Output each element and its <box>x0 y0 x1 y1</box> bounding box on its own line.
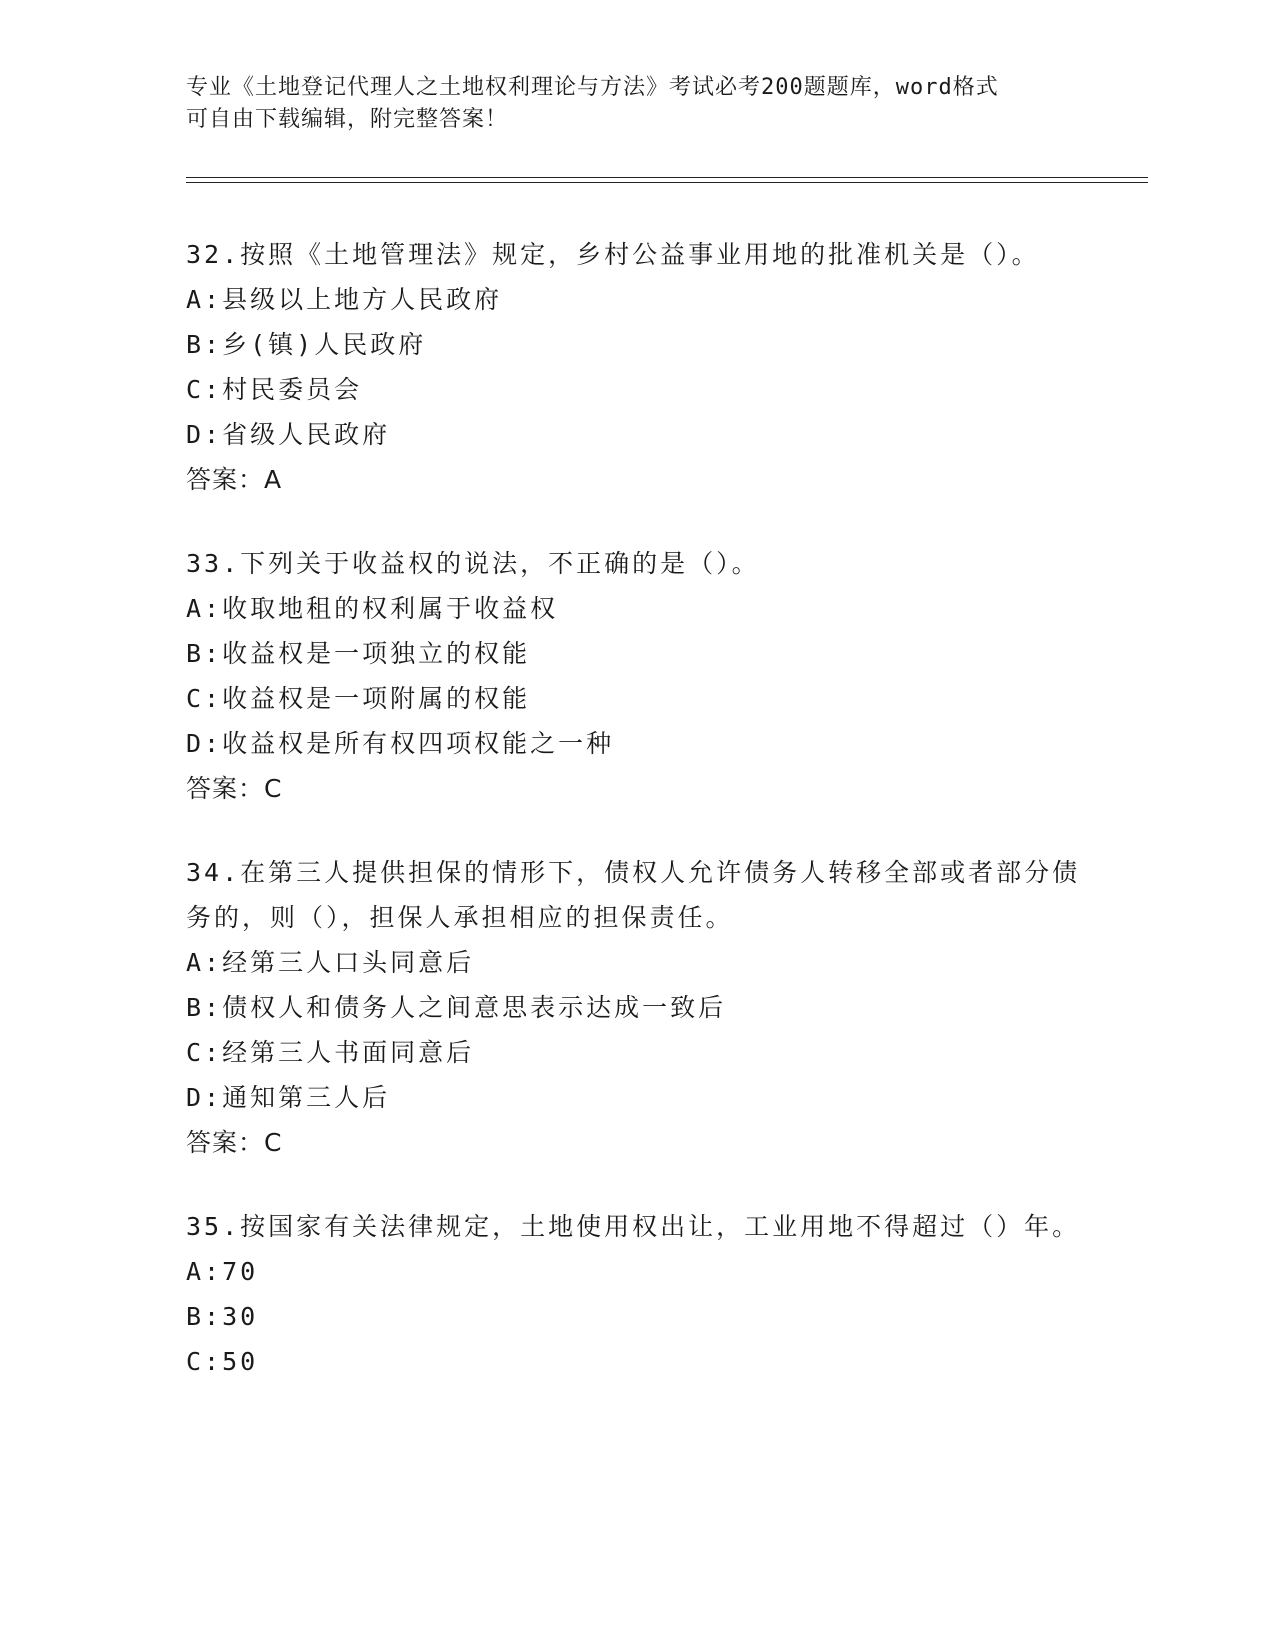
header-divider-top <box>186 177 1148 178</box>
option-c: C:村民委员会 <box>186 375 363 404</box>
question-list <box>186 232 1086 1423</box>
option-b: B:乡(镇)人民政府 <box>186 330 427 359</box>
answer: 答案：C <box>186 1128 283 1157</box>
option-c: C:经第三人书面同意后 <box>186 1038 475 1067</box>
question-stem: 32.按照《土地管理法》规定，乡村公益事业用地的批准机关是（）。 <box>186 240 1040 269</box>
option-d: D:省级人民政府 <box>186 420 391 449</box>
option-b: B:收益权是一项独立的权能 <box>186 639 531 668</box>
option-c: C:50 <box>186 1347 259 1376</box>
question-stem: 35.按国家有关法律规定，土地使用权出让，工业用地不得超过（）年。 <box>186 1212 1081 1241</box>
option-b: B:30 <box>186 1302 259 1331</box>
option-a: A:收取地租的权利属于收益权 <box>186 594 559 623</box>
question-stem: 34.在第三人提供担保的情形下，债权人允许债务人转移全部或者部分债务的，则（），担保人承担相应的担保责任。 <box>186 858 1081 932</box>
option-a: A:经第三人口头同意后 <box>186 948 475 977</box>
question-35 <box>186 1204 1086 1384</box>
answer: 答案：C <box>186 774 283 803</box>
document-header <box>186 72 1066 136</box>
question-32 <box>186 232 1086 502</box>
header-line-1: 专业《土地登记代理人之土地权利理论与方法》考试必考200题题库，word格式 <box>186 75 999 100</box>
option-a: A:70 <box>186 1257 259 1286</box>
option-b: B:债权人和债务人之间意思表示达成一致后 <box>186 993 727 1022</box>
option-a: A:县级以上地方人民政府 <box>186 285 503 314</box>
option-c: C:收益权是一项附属的权能 <box>186 684 531 713</box>
question-34 <box>186 850 1086 1165</box>
question-33 <box>186 541 1086 811</box>
option-d: D:通知第三人后 <box>186 1083 391 1112</box>
header-line-2: 可自由下载编辑，附完整答案！ <box>186 107 509 132</box>
question-stem: 33.下列关于收益权的说法，不正确的是（）。 <box>186 549 760 578</box>
option-d: D:收益权是所有权四项权能之一种 <box>186 729 615 758</box>
header-divider-bottom <box>186 182 1148 183</box>
answer: 答案：A <box>186 465 283 494</box>
